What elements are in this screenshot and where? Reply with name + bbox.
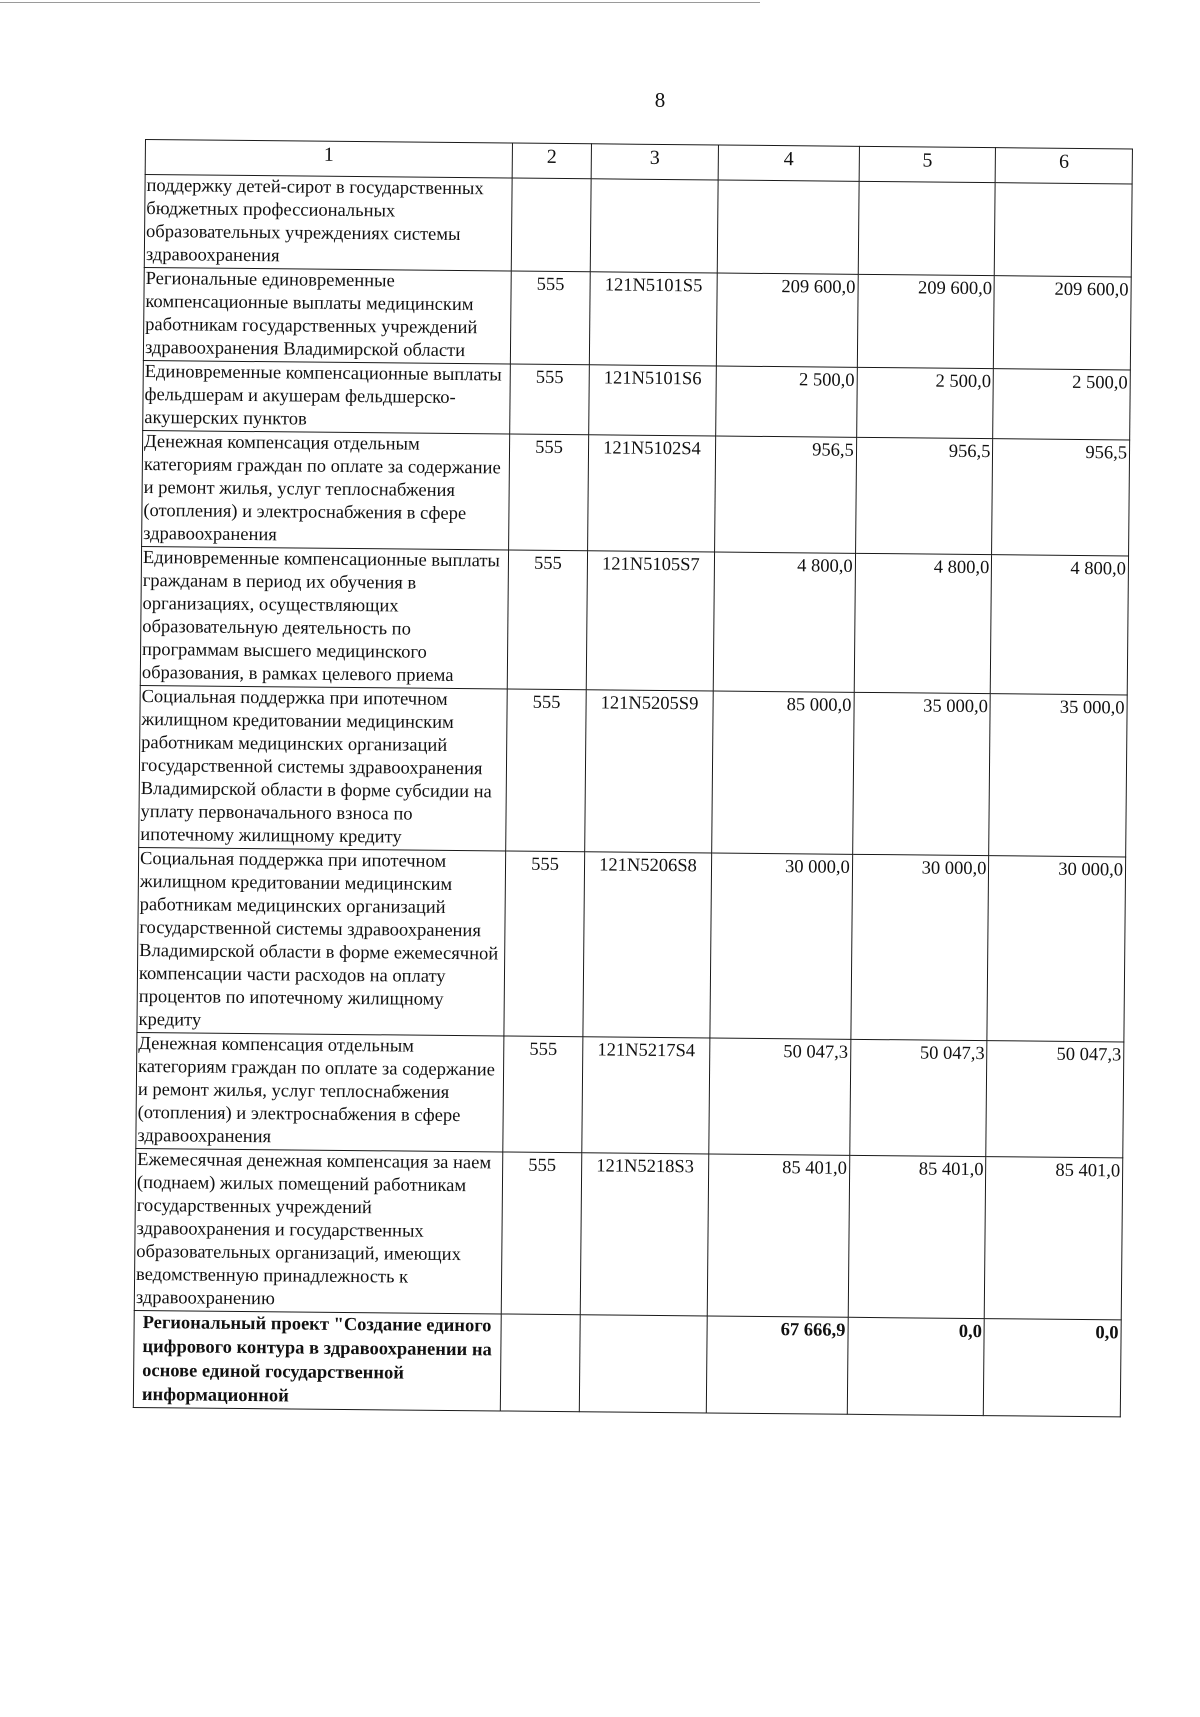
table-row [136,1032,1124,1157]
scan-edge-line [0,2,760,3]
row-code: 121N5217S4 [582,1037,710,1154]
row-gr: 555 [508,434,588,551]
row-value-3: 30 000,0 [987,856,1125,1042]
table-row [139,685,1128,856]
row-value-1: 85 000,0 [711,691,854,854]
row-value-1: 956,5 [714,436,856,553]
row-value-2: 30 000,0 [851,854,989,1040]
row-value-2: 956,5 [855,437,993,554]
row-name: Денежная компенсация отдельным категориям граждан по оплате за содержание и ремонт жилья, услуг теплоснабжения (отопления) и электроснабжения в сфере здравоохранения [142,430,510,550]
row-code [579,1315,707,1413]
table-row [134,1148,1123,1319]
row-value-2: 4 800,0 [854,553,992,693]
row-value-3: 35 000,0 [989,694,1127,857]
row-value-1: 2 500,0 [715,366,857,437]
page-number: 8 [654,88,666,112]
row-value-1: 50 047,3 [709,1038,851,1155]
table-body [133,175,1132,1417]
row-value-3: 85 401,0 [985,1157,1123,1320]
table-row [142,430,1130,555]
row-gr [511,178,591,272]
row-value-1: 4 800,0 [713,552,855,692]
row-name: Региональный проект "Создание единого цифрового контура в здравоохранении на основе единой государственной информационной [133,1310,501,1411]
row-value-1: 67 666,9 [706,1316,848,1414]
row-value-3: 209 600,0 [994,276,1131,370]
header-col-1: 1 [145,140,512,179]
row-gr: 555 [504,851,585,1037]
row-value-3: 4 800,0 [991,555,1129,695]
row-name: Региональные единовременные компенсационные выплаты медицинским работникам государственных учреждений здравоохранения Владимирской области [143,267,511,364]
row-value-2 [858,181,995,275]
table-row [144,175,1132,277]
header-col-3: 3 [591,144,718,180]
row-value-2: 2 500,0 [856,367,993,438]
row-code: 121N5101S5 [589,272,717,366]
header-col-6: 6 [996,148,1133,184]
row-value-2: 0,0 [847,1317,985,1415]
row-name: поддержку детей-сирот в государственных бюджетных профессиональных образовательных учреждениях системы здравоохранения [144,175,512,272]
row-code: 121N5205S9 [585,690,713,853]
table-row [143,267,1131,369]
row-value-1: 30 000,0 [710,853,853,1039]
row-value-3 [995,183,1132,277]
row-gr: 555 [505,689,586,852]
row-name: Ежемесячная денежная компенсация за наем (поднаем) жилых помещений работникам государственных учреждений здравоохранения и государственных образовательных организаций, имеющих ведомственную принадлежность к здравоохранению [134,1148,502,1314]
budget-table [133,139,1133,1417]
row-code: 121N5206S8 [583,852,711,1038]
row-value-1 [717,180,859,274]
row-gr: 555 [507,550,588,690]
row-name: Денежная компенсация отдельным категориям граждан по оплате за содержание и ремонт жилья, услуг теплоснабжения (отопления) и электроснабжения в сфере здравоохранения [136,1032,504,1152]
row-value-1: 85 401,0 [707,1154,850,1317]
row-value-3: 956,5 [992,439,1130,556]
row-gr: 555 [503,1036,583,1153]
row-gr: 555 [510,271,590,365]
row-gr: 555 [509,364,589,435]
row-value-3: 50 047,3 [986,1041,1124,1158]
row-gr [500,1314,580,1412]
table-row [143,360,1131,439]
header-col-2: 2 [512,143,592,179]
row-name: Социальная поддержка при ипотечном жилищном кредитовании медицинским работникам медицинских организаций государственной системы здравоохранения Владимирской области в форме субсидии на уплату первоначального взноса по ипотечному жилищному кредиту [139,685,507,851]
row-value-2: 35 000,0 [852,692,990,855]
header-col-5: 5 [859,146,996,182]
row-code: 121N5105S7 [586,551,714,691]
row-code [590,179,718,273]
table-row-regional-project [133,1310,1121,1416]
row-name: Единовременные компенсационные выплаты гражданам в период их обучения в организациях, осуществляющих образовательную деятельность по программам высшего медицинского образования, в рамках целевого приема [140,546,508,689]
row-value-2: 209 600,0 [857,274,994,368]
row-code: 121N5218S3 [580,1153,708,1316]
row-value-3: 0,0 [984,1319,1122,1417]
row-value-3: 2 500,0 [993,369,1130,440]
header-col-4: 4 [718,145,859,181]
row-gr: 555 [501,1152,582,1315]
row-code: 121N5101S6 [589,365,716,436]
row-value-2: 50 047,3 [850,1039,988,1156]
row-value-2: 85 401,0 [848,1155,986,1318]
row-name: Социальная поддержка при ипотечном жилищном кредитовании медицинским работникам медицинских организаций государственной системы здравоохранения Владимирской области в форме ежемесячной компенсации части расходов на оплату процентов по ипотечному жилищному кредиту [137,847,506,1036]
row-name: Единовременные компенсационные выплаты фельдшерам и акушерам фельдшерско-акушерских пунктов [143,360,510,434]
table-row [137,847,1126,1041]
row-code: 121N5102S4 [588,435,716,552]
table-row [140,546,1128,694]
row-value-1: 209 600,0 [716,273,858,367]
